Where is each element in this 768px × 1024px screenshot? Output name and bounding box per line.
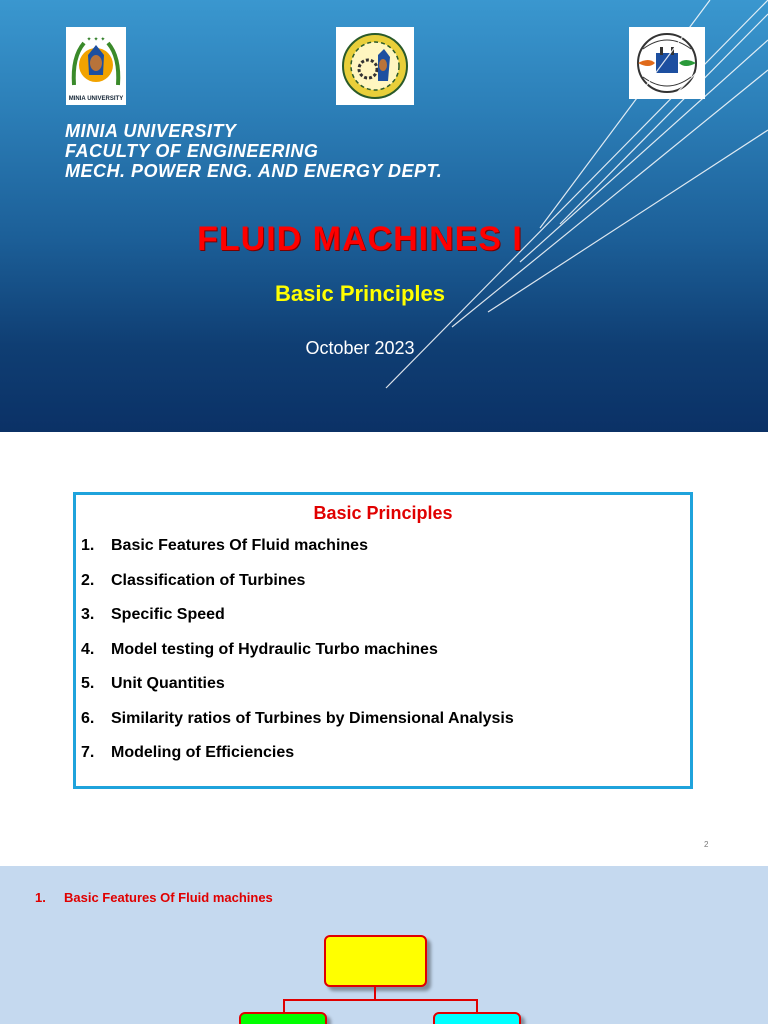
org-line-department: MECH. POWER ENG. AND ENERGY DEPT. bbox=[65, 161, 443, 181]
contents-box bbox=[73, 492, 693, 789]
list-item-number: 1. bbox=[81, 537, 95, 554]
features-slide bbox=[0, 866, 768, 1024]
diagram-connector-left bbox=[283, 999, 285, 1013]
minia-university-logo bbox=[66, 27, 126, 105]
presentation-title: FLUID MACHINES I bbox=[197, 220, 523, 258]
faculty-of-engineering-logo-icon bbox=[336, 27, 414, 105]
department-logo-icon bbox=[629, 27, 705, 99]
org-line-university: MINIA UNIVERSITY bbox=[65, 121, 237, 141]
organization-block bbox=[65, 121, 442, 181]
faculty-of-engineering-logo bbox=[336, 27, 414, 105]
list-item bbox=[81, 606, 514, 641]
org-line-faculty: FACULTY OF ENGINEERING bbox=[65, 141, 319, 161]
list-item-text: Specific Speed bbox=[111, 606, 225, 623]
list-item-number: 3. bbox=[81, 606, 95, 623]
list-item-text: Classification of Turbines bbox=[111, 571, 306, 589]
presentation-date: October 2023 bbox=[305, 338, 415, 358]
diagram-left-box bbox=[239, 1012, 327, 1024]
list-item-number: 2. bbox=[81, 571, 95, 589]
list-item-number: 4. bbox=[81, 640, 95, 658]
list-item bbox=[81, 572, 514, 607]
diagram-connector-right bbox=[476, 999, 478, 1013]
list-item bbox=[81, 537, 514, 572]
list-item-text: Similarity ratios of Turbines by Dimensional Analysis bbox=[111, 709, 514, 727]
features-heading bbox=[35, 890, 273, 905]
list-item-number: 7. bbox=[81, 744, 95, 761]
svg-text:✦ ✦ ✦: ✦ ✦ ✦ bbox=[86, 36, 106, 43]
diagram-right-box bbox=[433, 1012, 521, 1024]
contents-slide bbox=[0, 432, 768, 866]
list-item bbox=[81, 744, 514, 779]
list-item-number: 6. bbox=[81, 709, 95, 727]
list-item-text: Modeling of Efficiencies bbox=[111, 744, 295, 761]
list-item bbox=[81, 675, 514, 710]
title-slide bbox=[0, 0, 768, 432]
list-item bbox=[81, 710, 514, 745]
list-item-text: Unit Quantities bbox=[111, 675, 225, 692]
page-number: 2 bbox=[704, 840, 709, 849]
features-heading-number: 1. bbox=[35, 890, 46, 905]
department-logo bbox=[629, 27, 705, 99]
minia-university-logo-icon bbox=[66, 27, 126, 105]
list-item-number: 5. bbox=[81, 675, 95, 692]
contents-heading: Basic Principles bbox=[313, 503, 453, 523]
minia-university-logo-caption: MINIA UNIVERSITY bbox=[68, 96, 124, 102]
list-item-text: Model testing of Hydraulic Turbo machines bbox=[111, 640, 438, 658]
list-item bbox=[81, 641, 514, 676]
contents-list bbox=[81, 537, 514, 779]
diagram-root-box bbox=[324, 935, 427, 987]
diagram-connector-horizontal bbox=[283, 999, 478, 1001]
presentation-subtitle: Basic Principles bbox=[275, 281, 445, 306]
features-heading-text: Basic Features Of Fluid machines bbox=[64, 890, 273, 905]
list-item-text: Basic Features Of Fluid machines bbox=[111, 537, 368, 554]
